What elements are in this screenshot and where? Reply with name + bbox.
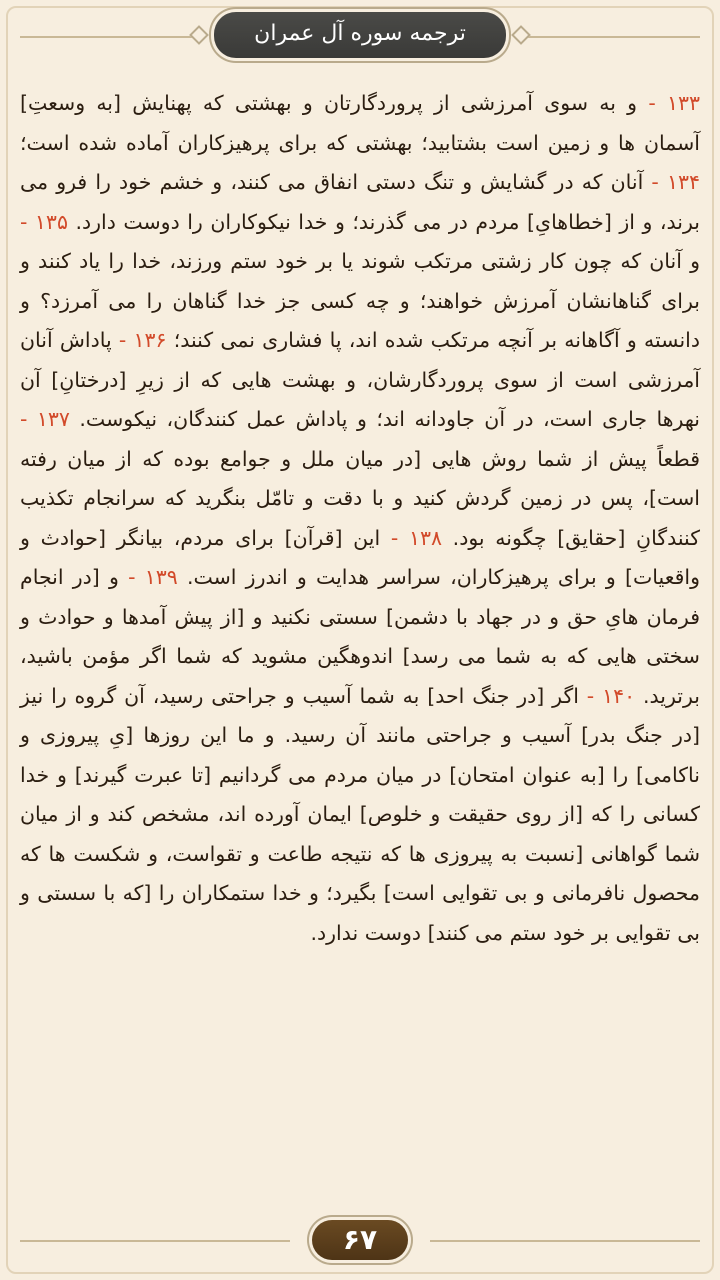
verse-number: ۱۳۳ - [648,91,700,115]
page-title: ترجمه سوره آل عمران [214,12,506,58]
verse-number: ۱۳۷ - [20,407,70,431]
footer-divider-left [20,1240,290,1242]
verse-text: این [قرآن] برای مردم، بیانگر [حوادث و واقعیات] و برای پرهیزکاران، سراسر هدایت و اندرز است. [20,525,700,589]
verse-number: ۱۳۸ - [390,525,442,550]
footer-divider-right [430,1240,700,1242]
footer [0,1218,720,1264]
verse-number: ۱۳۶ - [118,328,167,352]
verse-text: پاداش آنان آمرزشی است از سوی پروردگارشان، و بهشت هایی که از زیرِ [درختانِ] آن نهرها جاری است، در آن جاودانه اند؛ و پاداش عمل کنندگان، نیکوست. [20,328,701,431]
translation-text [20,84,700,953]
verse-text: و [در انجام فرمان هایِ حق و در جهاد با دشمن] سستی نکنید و [از پیش آمدها و حوادث و سختی هایی که به شما می رسد] اندوهگین مشوید که شما اگر مؤمن باشید، برترید. [20,565,700,708]
verse-text: و آنان که چون کار زشتی مرتکب شوند یا بر خود ستم ورزند، خدا را یاد کنند و برای گناهانشان آمرزش خواهند؛ و چه کسی جز خدا گناهان را می آمرزد؟ و دانسته و آگاهانه بر آنچه مرتکب شده اند، پا فشاری نمی کنند؛ [20,249,700,352]
verse-number: ۱۴۰ - [586,683,636,708]
verse-text: قطعاً پیش از شما روش هایی [در میان ملل و جوامع بوده که از میان رفته است]، پس در زمین گردش کنید و با دقت و تامّل بنگرید که سرانجام تکذیب کنندگانِ [حقایق] چگونه بود. [20,446,700,550]
verse-text: آنان که در گشایش و تنگ دستی انفاق می کنند، و خشم خود را فرو می برند، و از [خطاهایِ] مردم در می گذرند؛ و خدا نیکوکاران را دوست دارد. [20,170,700,234]
verse-number: ۱۳۴ - [651,170,700,194]
verse-number: ۱۳۹ - [128,565,178,589]
verse-number: ۱۳۵ - [20,209,68,234]
verse-text: اگر [در جنگ احد] به شما آسیب و جراحتی رسید، آن گروه را نیز [در جنگ بدر] آسیب و جراحتی مانند آن رسید. و ما این روزها [یِ پیروزی و ناکامی] را [به عنوان امتحان] در میان مردم می گردانیم [تا عبرت گیرند] و خدا کسانی را که [از روی حقیقت و خلوص] ایمان آورده اند، مشخص کند و از میان شما گواهانی [نسبت به پیروزی ها که نتیجه طاعت و تقواست، و شکست ها که محصول نافرمانی و بی تقوایی است] بگیرد؛ و خدا ستمکاران را [که با سستی و بی تقوایی بر خود ستم می کنند] دوست ندارد. [20,683,700,945]
verse-text: و به سوی آمرزشی از پروردگارتان و بهشتی که پهنایش [به وسعتِ] آسمان ها و زمین است بشتابید؛ بهشتی که برای پرهیزکاران آماده شده است؛ [20,91,700,155]
header [0,12,720,58]
page-number: ۶۷ [312,1220,408,1260]
